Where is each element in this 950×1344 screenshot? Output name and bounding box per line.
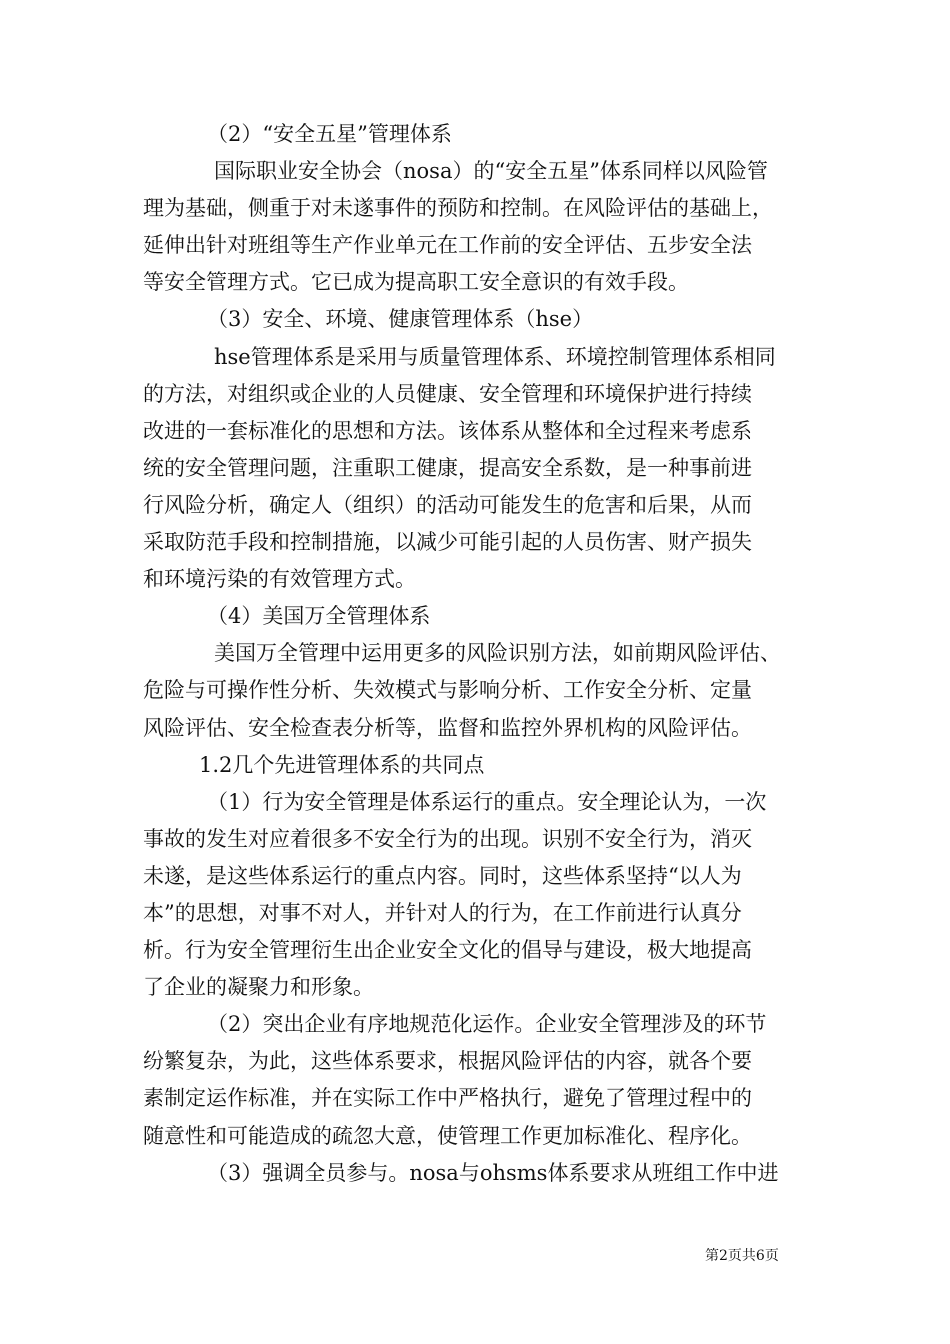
paragraph-line: 事故的发生对应着很多不安全行为的出现。识别不安全行为，消灭 — [143, 826, 752, 851]
paragraph-line: 统的安全管理问题，注重职工健康，提高安全系数，是一种事前进 — [143, 455, 752, 480]
paragraph-line: 未遂，是这些体系运行的重点内容。同时，这些体系坚持“以人为 — [143, 863, 742, 888]
paragraph-line: 行风险分析，确定人（组织）的活动可能发生的危害和后果，从而 — [143, 492, 752, 517]
paragraph-line: 了企业的凝聚力和形象。 — [143, 975, 374, 1000]
paragraph-line: 本”的思想，对事不对人，并针对人的行为，在工作前进行认真分 — [143, 900, 742, 925]
paragraph-line: 延伸出针对班组等生产作业单元在工作前的安全评估、五步安全法 — [143, 233, 752, 258]
paragraph-line: 素制定运作标准，并在实际工作中严格执行，避免了管理过程中的 — [143, 1086, 752, 1111]
page-number: 第2页共6页 — [705, 1248, 779, 1264]
paragraph-line: 理为基础，侧重于对未遂事件的预防和控制。在风险评估的基础上， — [143, 196, 773, 221]
section-heading-common-points: 1.2几个先进管理体系的共同点 — [199, 752, 485, 777]
paragraph-line: （3）强调全员参与。nosa与ohsms体系要求从班组工作中进 — [207, 1160, 779, 1185]
paragraph-line: 等安全管理方式。它已成为提高职工安全意识的有效手段。 — [143, 270, 689, 295]
section-heading-hse: （3）安全、环境、健康管理体系（hse） — [207, 307, 594, 332]
paragraph-line: 国际职业安全协会（nosa）的“安全五星”体系同样以风险管 — [214, 159, 768, 184]
paragraph-line: （1）行为安全管理是体系运行的重点。安全理论认为，一次 — [207, 789, 767, 814]
paragraph-line: 危险与可操作性分析、失效模式与影响分析、工作安全分析、定量 — [143, 678, 752, 703]
paragraph-line: 风险评估、安全检查表分析等，监督和监控外界机构的风险评估。 — [143, 715, 752, 740]
paragraph-line: 析。行为安全管理衍生出企业安全文化的倡导与建设，极大地提高 — [143, 938, 752, 963]
paragraph-line: 采取防范手段和控制措施，以减少可能引起的人员伤害、财产损失 — [143, 530, 752, 555]
section-heading-safety-five-star: （2）“安全五星”管理体系 — [207, 122, 452, 146]
section-heading-us-safety: （4）美国万全管理体系 — [207, 604, 431, 629]
paragraph-line: 随意性和可能造成的疏忽大意，使管理工作更加标准化、程序化。 — [143, 1123, 752, 1148]
paragraph-line: 和环境污染的有效管理方式。 — [143, 567, 416, 592]
paragraph-line: 改进的一套标准化的思想和方法。该体系从整体和全过程来考虑系 — [143, 418, 752, 443]
document-body — [143, 116, 808, 1192]
paragraph-line: （2）突出企业有序地规范化运作。企业安全管理涉及的环节 — [207, 1012, 767, 1037]
paragraph-line: hse管理体系是采用与质量管理体系、环境控制管理体系相同 — [214, 344, 776, 369]
paragraph-line: 美国万全管理中运用更多的风险识别方法，如前期风险评估、 — [214, 641, 781, 666]
paragraph-line: 纷繁复杂，为此，这些体系要求，根据风险评估的内容，就各个要 — [143, 1049, 752, 1074]
paragraph-line: 的方法，对组织或企业的人员健康、安全管理和环境保护进行持续 — [143, 381, 752, 406]
